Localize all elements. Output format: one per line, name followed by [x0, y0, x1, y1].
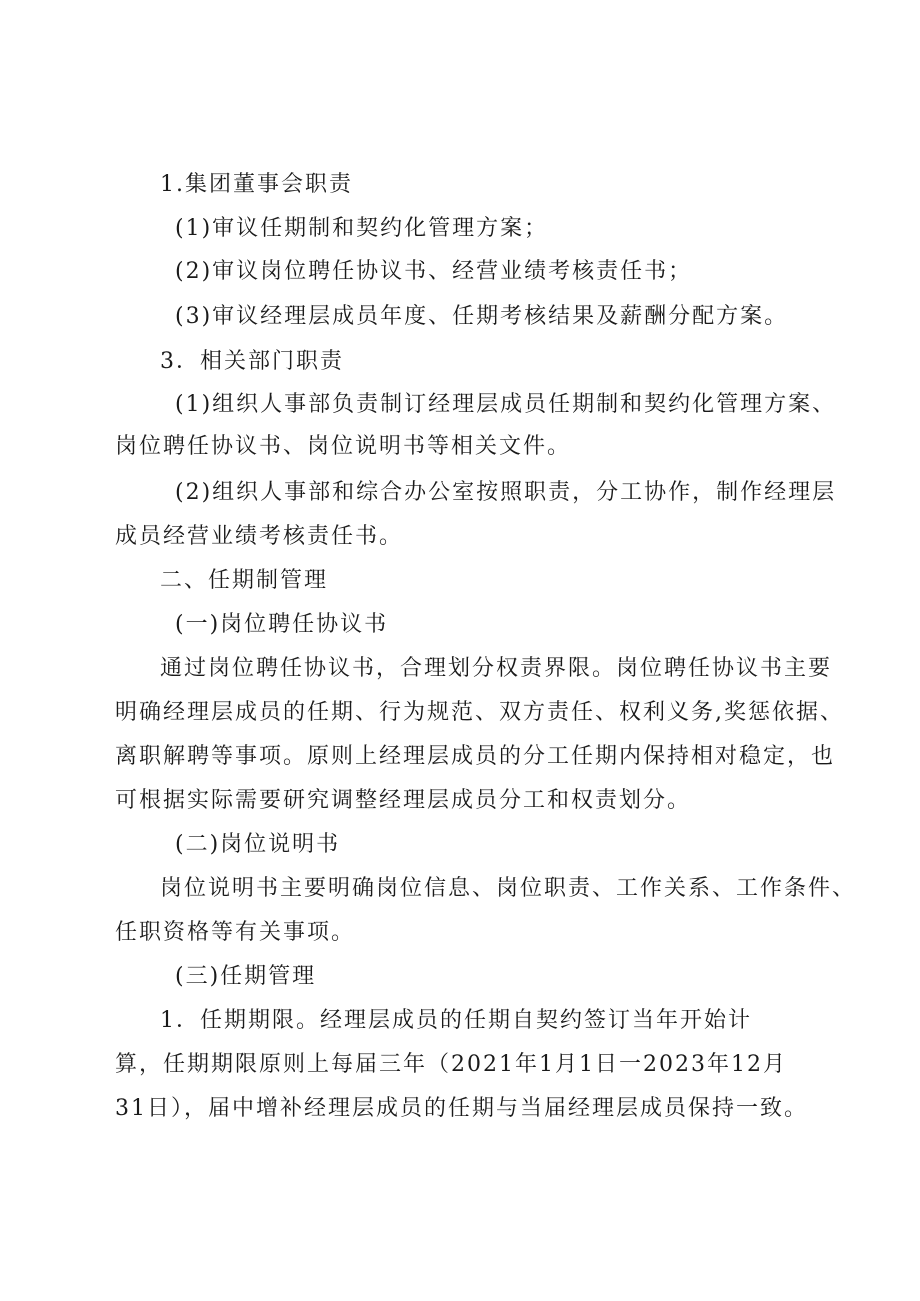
heading-board-duties: 1.集团董事会职责: [160, 172, 353, 197]
paragraph-line: 离职解聘等事项。原则上经理层成员的分工任期内保持相对稳定，也: [115, 744, 836, 769]
paragraph-line: 任职资格等有关事项。: [115, 920, 356, 945]
paragraph-line: 明确经理层成员的任期、行为规范、双方责任、权利义务,奖惩依据、: [115, 700, 844, 725]
list-item: (2)审议岗位聘任协议书、经营业绩考核责任书；: [175, 259, 693, 284]
paragraph-line: 算，任期期限原则上每届三年（2021年1月1日一2023年12月: [115, 1052, 787, 1077]
paragraph-line: (1)组织人事部负责制订经理层成员任期制和契约化管理方案、: [175, 392, 837, 417]
paragraph-line: 通过岗位聘任协议书，合理划分权责界限。岗位聘任协议书主要: [160, 656, 833, 681]
paragraph-line: 成员经营业绩考核责任书。: [115, 524, 404, 549]
paragraph-line: 可根据实际需要研究调整经理层成员分工和权责划分。: [115, 788, 692, 813]
subsection-heading: (一)岗位聘任协议书: [175, 612, 389, 637]
section-heading: 二、任期制管理: [160, 568, 329, 593]
subsection-heading: (三)任期管理: [175, 964, 317, 989]
list-item: (3)审议经理层成员年度、任期考核结果及薪酬分配方案。: [175, 304, 789, 329]
paragraph-line: 31日），届中增补经理层成员的任期与当届经理层成员保持一致。: [115, 1096, 808, 1121]
paragraph-line: 岗位聘任协议书、岗位说明书等相关文件。: [115, 434, 572, 459]
subsection-heading: (二)岗位说明书: [175, 832, 341, 857]
heading-department-duties: 3．相关部门职责: [160, 349, 344, 374]
list-item: (1)审议任期制和契约化管理方案；: [175, 216, 549, 241]
paragraph-line: 1．任期期限。经理层成员的任期自契约签订当年开始计: [160, 1008, 752, 1033]
paragraph-line: (2)组织人事部和综合办公室按照职责，分工协作，制作经理层: [175, 480, 837, 505]
paragraph-line: 岗位说明书主要明确岗位信息、岗位职责、工作关系、工作条件、: [160, 876, 857, 901]
